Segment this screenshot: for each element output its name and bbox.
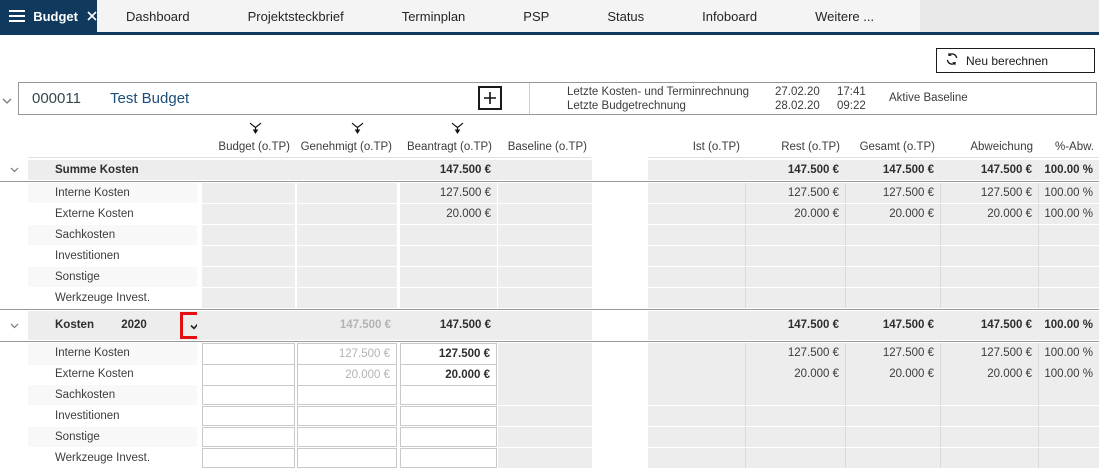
- col-header-label: Abweichung: [970, 141, 1033, 153]
- row-label: Sachkosten: [28, 385, 197, 405]
- column-gap: [592, 311, 648, 340]
- cell-beantragt: [400, 267, 497, 287]
- table-row: [0, 246, 1099, 266]
- cell-ist: [648, 246, 745, 266]
- table-row: [0, 225, 1099, 245]
- cell-genehmigt: [297, 225, 397, 245]
- add-button[interactable]: [478, 86, 502, 110]
- col-header-label: Budget (o.TP): [218, 141, 290, 153]
- cell-budget: [202, 288, 295, 308]
- column-gap: [592, 343, 648, 365]
- cell-abweichung: [940, 288, 1038, 308]
- cell-baseline: [498, 427, 592, 447]
- cell-rest: 20.000 €: [745, 204, 845, 224]
- distribute-down-icon[interactable]: [249, 122, 262, 138]
- row-label: Sachkosten: [28, 225, 197, 245]
- cell-ist: [648, 311, 745, 340]
- row-gutter: [0, 225, 28, 245]
- cell-beantragt[interactable]: [400, 448, 497, 468]
- cell-budget: [202, 204, 295, 224]
- refresh-icon: [945, 52, 959, 69]
- close-tab-icon[interactable]: [87, 11, 97, 21]
- cell-ist: [648, 267, 745, 287]
- cell-baseline: [498, 448, 592, 468]
- cell-beantragt[interactable]: [400, 406, 497, 426]
- cell-pabw: 100.00 %: [1044, 164, 1093, 176]
- tab-terminplan[interactable]: [373, 0, 495, 32]
- cell-baseline: [498, 364, 592, 386]
- tab-label: Terminplan: [401, 8, 466, 24]
- cell-baseline: [497, 160, 592, 180]
- col-header-genehmigt: [295, 118, 397, 158]
- section-collapse-icon[interactable]: [10, 167, 19, 173]
- recalculate-button[interactable]: [936, 48, 1095, 73]
- tab-bar-spacer: [920, 0, 1099, 32]
- col-header-gesamt: [845, 118, 940, 158]
- cell-beantragt: 147.500 €: [439, 319, 491, 331]
- cell-gesamt: 147.500 €: [882, 164, 934, 176]
- col-header-label: Baseline (o.TP): [507, 141, 587, 153]
- cell-ist: [648, 427, 745, 447]
- table-row: [0, 364, 1099, 384]
- cell-pabw: [1038, 448, 1099, 468]
- column-gap: [592, 267, 648, 287]
- tab-label: Projektsteckbrief: [247, 8, 344, 24]
- info-time: 09:22: [837, 100, 866, 112]
- row-label: Summe Kosten: [55, 164, 139, 176]
- info-date: 28.02.20: [775, 100, 820, 112]
- section-divider: [0, 309, 1099, 310]
- cell-beantragt[interactable]: [400, 427, 497, 447]
- cell-budget[interactable]: [202, 406, 295, 426]
- cell-ist: [648, 183, 745, 203]
- section-collapse-icon[interactable]: [10, 323, 19, 329]
- cell-rest: [745, 246, 845, 266]
- column-gap: [592, 225, 648, 245]
- col-header-beantragt: [397, 118, 497, 158]
- cell-gesamt: [845, 288, 940, 308]
- tab-label: Infoboard: [702, 8, 758, 24]
- cell-baseline: [498, 267, 592, 287]
- cell-rest: 127.500 €: [745, 183, 845, 203]
- cell-budget: [202, 225, 295, 245]
- row-label: Werkzeuge Invest.: [55, 292, 151, 304]
- cell-baseline: [498, 204, 592, 224]
- row-label: Investitionen: [55, 410, 120, 422]
- cell-genehmigt: [297, 183, 397, 203]
- row-label: Externe Kosten: [55, 208, 134, 220]
- row-gutter: [0, 267, 28, 287]
- cell-beantragt[interactable]: [400, 385, 497, 405]
- cell-rest: 127.500 €: [745, 343, 845, 365]
- table-row: [0, 183, 1099, 203]
- distribute-down-icon[interactable]: [351, 122, 364, 138]
- cell-rest: 20.000 €: [745, 364, 845, 386]
- column-gap: [592, 246, 648, 266]
- cell-genehmigt[interactable]: [297, 448, 397, 468]
- project-collapse-icon[interactable]: [2, 92, 12, 110]
- column-gap: [592, 288, 648, 308]
- project-header: [18, 82, 1097, 115]
- cell-baseline: [498, 406, 592, 426]
- cell-genehmigt[interactable]: 20.000 €: [297, 364, 397, 386]
- cell-abweichung: [940, 267, 1038, 287]
- cell-rest: [745, 406, 845, 426]
- cell-baseline: [498, 183, 592, 203]
- row-gutter: [0, 204, 28, 224]
- cell-genehmigt: 147.500 €: [339, 319, 391, 331]
- row-label: Externe Kosten: [55, 368, 134, 380]
- cell-abweichung: 20.000 €: [940, 364, 1038, 386]
- cell-genehmigt: [297, 267, 397, 287]
- row-gutter: [0, 343, 28, 365]
- distribute-down-icon[interactable]: [451, 122, 464, 138]
- cell-genehmigt[interactable]: [297, 385, 397, 405]
- cell-pabw: 100.00 %: [1044, 319, 1093, 331]
- cell-abweichung: 147.500 €: [980, 164, 1032, 176]
- tab-weitere[interactable]: [786, 0, 903, 32]
- cell-budget: [197, 160, 295, 180]
- info-label: Letzte Kosten- und Terminrechnung: [567, 86, 749, 98]
- col-header-ist: [648, 118, 745, 158]
- cell-beantragt: [400, 246, 497, 266]
- column-gap: [592, 204, 648, 224]
- project-number: 000011: [32, 90, 81, 107]
- cell-beantragt[interactable]: 20.000 €: [400, 364, 497, 386]
- cell-baseline: [498, 385, 592, 405]
- table-row: [0, 288, 1099, 308]
- row-gutter: [0, 183, 28, 203]
- cell-budget: [202, 246, 295, 266]
- table-row: [0, 267, 1099, 287]
- cell-baseline: [498, 225, 592, 245]
- tab-strip: [97, 0, 920, 32]
- cell-budget: [202, 267, 295, 287]
- cell-pabw: 100.00 %: [1038, 204, 1099, 224]
- budget-table: [0, 160, 1099, 469]
- cell-beantragt: 147.500 €: [439, 164, 491, 176]
- row-label: Sonstige: [28, 427, 197, 447]
- cell-gesamt: [845, 225, 940, 245]
- info-date: 27.02.20: [775, 86, 820, 98]
- cell-ist: [648, 448, 745, 468]
- cell-budget[interactable]: [202, 343, 295, 365]
- col-header-label: Genehmigt (o.TP): [300, 141, 392, 153]
- cell-gesamt: 147.500 €: [882, 319, 934, 331]
- annotation-highlight: [180, 312, 197, 339]
- row-gutter: [0, 385, 28, 405]
- recalculate-label: Neu berechnen: [966, 53, 1049, 68]
- tab-budget-active[interactable]: [0, 0, 97, 32]
- cell-abweichung: [940, 385, 1038, 405]
- col-header-rest: [745, 118, 845, 158]
- cell-baseline: [498, 246, 592, 266]
- column-gap: [592, 448, 648, 468]
- divider: [648, 157, 1099, 158]
- cell-gesamt: 20.000 €: [845, 204, 940, 224]
- tab-projektsteckbrief[interactable]: [219, 0, 373, 32]
- cell-abweichung: [940, 246, 1038, 266]
- cell-rest: 147.500 €: [787, 164, 839, 176]
- tab-label: PSP: [523, 8, 550, 24]
- cell-rest: [745, 288, 845, 308]
- column-gap: [592, 406, 648, 426]
- tab-label: Dashboard: [126, 8, 190, 24]
- row-gutter: [0, 406, 28, 426]
- table-row: [0, 343, 1099, 363]
- cell-rest: 147.500 €: [787, 319, 839, 331]
- table-row: [0, 427, 1099, 447]
- row-year: 2020: [121, 319, 147, 331]
- cell-rest: [745, 448, 845, 468]
- column-gap: [592, 183, 648, 203]
- calculation-info: [567, 85, 881, 113]
- cell-gesamt: [845, 406, 940, 426]
- cell-genehmigt: [297, 246, 397, 266]
- row-label: Investitionen: [55, 250, 120, 262]
- row-label-text: Kosten: [55, 319, 94, 331]
- cell-gesamt: 127.500 €: [845, 343, 940, 365]
- cell-abweichung: [940, 225, 1038, 245]
- cell-ist: [648, 406, 745, 426]
- cell-pabw: [1038, 225, 1099, 245]
- tab-psp[interactable]: [494, 0, 578, 32]
- project-name: Test Budget: [110, 90, 190, 107]
- cell-ist: [648, 343, 745, 365]
- cell-pabw: 100.00 %: [1038, 183, 1099, 203]
- row-gutter: [0, 427, 28, 447]
- tab-infoboard[interactable]: [673, 0, 786, 32]
- cell-pabw: [1038, 288, 1099, 308]
- cell-beantragt: 20.000 €: [400, 204, 497, 224]
- info-label: Letzte Budgetrechnung: [567, 100, 686, 112]
- cell-abweichung: 127.500 €: [940, 183, 1038, 203]
- row-gutter: [0, 311, 28, 340]
- cell-genehmigt: [297, 204, 397, 224]
- column-gap: [592, 160, 648, 180]
- cell-abweichung: [940, 448, 1038, 468]
- tab-dashboard[interactable]: [97, 0, 219, 32]
- row-label: [28, 311, 197, 340]
- label-column-header: [28, 118, 197, 158]
- info-time: 17:41: [837, 86, 866, 98]
- cell-budget[interactable]: [202, 364, 295, 386]
- cell-abweichung: [940, 406, 1038, 426]
- cell-genehmigt[interactable]: [297, 406, 397, 426]
- cell-gesamt: [845, 448, 940, 468]
- cell-beantragt: 127.500 €: [400, 183, 497, 203]
- cell-abweichung: 127.500 €: [940, 343, 1038, 365]
- cell-gesamt: 127.500 €: [845, 183, 940, 203]
- row-gutter: [0, 448, 28, 468]
- col-header-label: Beantragt (o.TP): [406, 141, 492, 153]
- table-row: [0, 385, 1099, 405]
- row-label: Werkzeuge Invest.: [55, 452, 151, 464]
- table-row: [0, 406, 1099, 426]
- cell-ist: [648, 385, 745, 405]
- row-gutter: [0, 160, 28, 180]
- tab-bar: [0, 0, 1099, 35]
- cell-gesamt: [845, 385, 940, 405]
- cell-budget[interactable]: [202, 427, 295, 447]
- tab-label: Weitere ...: [815, 8, 875, 24]
- cell-gesamt: [845, 246, 940, 266]
- cell-gesamt: [845, 267, 940, 287]
- cell-ist: [648, 160, 745, 180]
- cell-baseline: [497, 311, 592, 340]
- cell-beantragt: [400, 225, 497, 245]
- col-header-label: Gesamt (o.TP): [859, 141, 935, 153]
- tab-label: Status: [607, 8, 645, 24]
- row-gutter: [0, 364, 28, 386]
- cell-rest: [745, 225, 845, 245]
- cell-budget[interactable]: [202, 448, 295, 468]
- table-column-headers: [0, 118, 1099, 158]
- cell-pabw: 100.00 %: [1038, 343, 1099, 365]
- cell-pabw: [1038, 246, 1099, 266]
- col-header-label: Rest (o.TP): [781, 141, 840, 153]
- cell-baseline: [498, 343, 592, 365]
- section-divider: [0, 341, 1099, 342]
- cell-budget: [197, 311, 295, 340]
- cell-abweichung: 20.000 €: [940, 204, 1038, 224]
- tab-label: Budget: [33, 8, 78, 24]
- row-label: Interne Kosten: [28, 343, 197, 365]
- divider: [529, 83, 530, 114]
- cell-pabw: 100.00 %: [1038, 364, 1099, 386]
- cell-ist: [648, 204, 745, 224]
- active-baseline-label: Aktive Baseline: [889, 92, 968, 104]
- kosten-2020-checkbox[interactable]: [190, 321, 197, 330]
- cell-genehmigt[interactable]: [297, 427, 397, 447]
- section-header-row-summe-kosten: [0, 160, 1099, 180]
- column-gap: [592, 364, 648, 386]
- cell-beantragt[interactable]: 127.500 €: [400, 343, 497, 365]
- cell-abweichung: 147.500 €: [980, 319, 1032, 331]
- cell-budget[interactable]: [202, 385, 295, 405]
- col-header-pabw: [1038, 118, 1099, 158]
- divider: [28, 157, 592, 158]
- tab-status[interactable]: [578, 0, 673, 32]
- table-row: [0, 448, 1099, 468]
- col-header-label: %-Abw.: [1055, 141, 1094, 153]
- cell-genehmigt: [295, 160, 397, 180]
- cell-ist: [648, 288, 745, 308]
- section-divider: [0, 181, 1099, 182]
- cell-baseline: [498, 288, 592, 308]
- cell-pabw: [1038, 267, 1099, 287]
- cell-pabw: [1038, 385, 1099, 405]
- col-header-label: Ist (o.TP): [692, 141, 740, 153]
- cell-rest: [745, 385, 845, 405]
- row-gutter: [0, 288, 28, 308]
- cell-genehmigt[interactable]: 127.500 €: [297, 343, 397, 365]
- cell-rest: [745, 427, 845, 447]
- cell-ist: [648, 364, 745, 386]
- row-gutter: [0, 246, 28, 266]
- col-header-budget: [197, 118, 295, 158]
- cell-gesamt: 20.000 €: [845, 364, 940, 386]
- menu-icon[interactable]: [9, 10, 25, 22]
- section-header-row-kosten-2020: [0, 311, 1099, 340]
- col-header-baseline: [497, 118, 592, 158]
- row-label: Interne Kosten: [28, 183, 197, 203]
- cell-genehmigt: [297, 288, 397, 308]
- cell-ist: [648, 225, 745, 245]
- cell-pabw: [1038, 406, 1099, 426]
- cell-pabw: [1038, 427, 1099, 447]
- cell-budget: [202, 183, 295, 203]
- cell-rest: [745, 267, 845, 287]
- cell-beantragt: [400, 288, 497, 308]
- table-row: [0, 204, 1099, 224]
- column-gap: [592, 427, 648, 447]
- column-gap: [592, 385, 648, 405]
- cell-gesamt: [845, 427, 940, 447]
- row-label: Sonstige: [28, 267, 197, 287]
- cell-abweichung: [940, 427, 1038, 447]
- col-header-abweichung: [940, 118, 1038, 158]
